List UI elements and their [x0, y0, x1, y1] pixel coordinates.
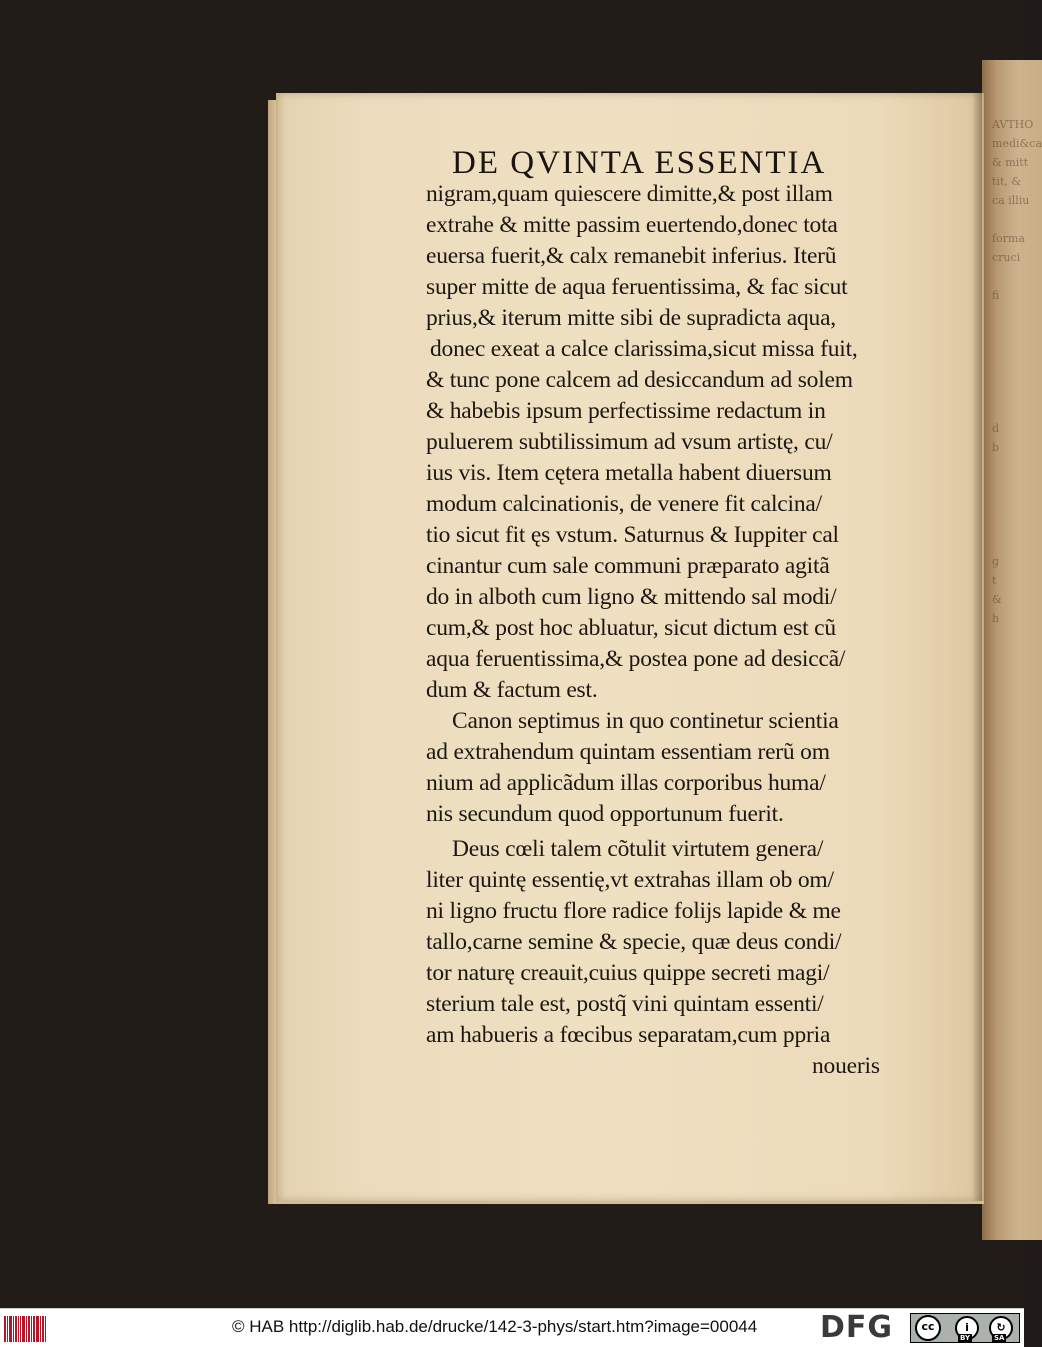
- text-line: nigram,quam quiescere dimitte,& post illam: [426, 181, 833, 207]
- sa-label: SA: [994, 1334, 1005, 1342]
- text-line: prius,& iterum mitte sibi de supradicta aqua,: [426, 305, 836, 331]
- attribution-icon: i: [955, 1316, 979, 1340]
- text-line: aqua feruentissima,& postea pone ad desiccã/: [426, 646, 846, 672]
- catchword: noueris: [812, 1053, 880, 1079]
- facing-page-text: AVTHO medi&ca & mitt tit, & ca illiu forma cruci fi d b g t & h: [992, 118, 1042, 625]
- text-line: donec exeat a calce clarissima,sicut missa fuit,: [430, 336, 858, 362]
- text-line: ad extrahendum quintam essentiam rerũ om: [426, 739, 830, 765]
- text-line: extrahe & mitte passim euertendo,donec tota: [426, 212, 838, 238]
- dfg-logo: DFG: [820, 1310, 894, 1345]
- text-line: ius vis. Item cętera metalla habent diuersum: [426, 460, 832, 486]
- text-line: euersa fuerit,& calx remanebit inferius. Iterũ: [426, 243, 837, 269]
- share-alike-icon: ↻: [989, 1316, 1013, 1340]
- text-line: nis secundum quod opportunum fuerit.: [426, 801, 784, 827]
- text-line: nium ad applicãdum illas corporibus huma/: [426, 770, 826, 796]
- running-head: DE QVINTA ESSENTIA: [452, 145, 827, 181]
- text-line: puluerem subtilissimum ad vsum artistę, cu/: [426, 429, 833, 455]
- text-line: cum,& post hoc abluatur, sicut dictum est cũ: [426, 615, 836, 641]
- text-line: & habebis ipsum perfectissime redactum in: [426, 398, 826, 424]
- text-line: Canon septimus in quo continetur scientia: [452, 708, 839, 734]
- text-line: cinantur cum sale communi præparato agitã: [426, 553, 830, 579]
- cc-icon: cc: [915, 1315, 941, 1341]
- cc-license-badge[interactable]: [910, 1313, 1020, 1343]
- text-line: tallo,carne semine & specie, quæ deus condi/: [426, 929, 842, 955]
- text-line: ni ligno fructu flore radice folijs lapide & me: [426, 898, 841, 924]
- text-line: super mitte de aqua feruentissima, & fac sicut: [426, 274, 848, 300]
- text-line: am habueris a fœcibus separatam,cum ppria: [426, 1022, 831, 1048]
- text-line: modum calcinationis, de venere fit calcina/: [426, 491, 822, 517]
- text-line: tor naturę creauit,cuius quippe secreti magi/: [426, 960, 830, 986]
- text-line: do in alboth cum ligno & mittendo sal modi/: [426, 584, 837, 610]
- text-line: Deus cœli talem cõtulit virtutem genera/: [452, 836, 824, 862]
- text-line: liter quintę essentię,vt extrahas illam ob om/: [426, 867, 834, 893]
- by-label: BY: [960, 1334, 971, 1342]
- text-line: tio sicut fit ęs vstum. Saturnus & Iuppiter cal: [426, 522, 839, 548]
- copyright-link[interactable]: © HAB http://diglib.hab.de/drucke/142-3-phys/start.htm?image=00044: [232, 1317, 758, 1336]
- text-line: & tunc pone calcem ad desiccandum ad solem: [426, 367, 853, 393]
- footer-bar: [0, 1308, 1024, 1347]
- text-line: dum & factum est.: [426, 677, 598, 703]
- text-line: sterium tale est, postq̃ vini quintam essenti/: [426, 991, 824, 1017]
- barcode-icon: [4, 1316, 48, 1342]
